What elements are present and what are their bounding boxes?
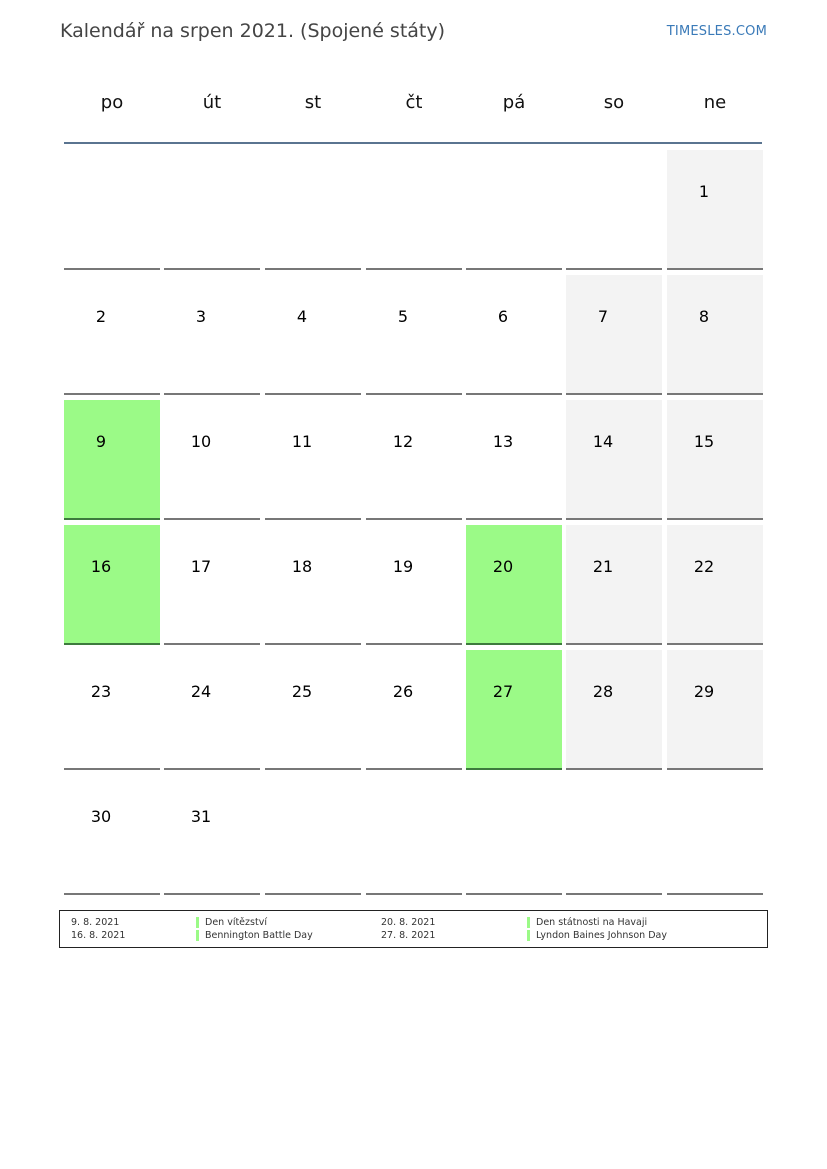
weekday-label: so [603,92,625,113]
day-cell[interactable] [466,400,562,520]
empty-day-cell [366,775,462,895]
day-number: 10 [190,432,212,451]
day-number: 8 [698,307,710,326]
day-number: 22 [693,557,715,576]
weekday-label: po [100,92,124,113]
empty-day-cell [265,150,361,270]
empty-day-cell [366,150,462,270]
legend-date: 27. 8. 2021 [381,930,436,941]
page-title: Kalendář na srpen 2021. (Spojené státy) [60,20,446,42]
empty-day-cell [566,150,662,270]
day-number: 9 [95,432,107,451]
holiday-legend [59,910,768,948]
day-number: 30 [90,807,112,826]
brand-link[interactable]: TIMESLES.COM [666,24,767,39]
day-number: 2 [95,307,107,326]
empty-day-cell [566,775,662,895]
day-number: 21 [592,557,614,576]
day-number: 19 [392,557,414,576]
weekday-label: čt [405,92,423,113]
day-number: 24 [190,682,212,701]
day-cell[interactable] [64,525,160,645]
day-cell[interactable] [466,650,562,770]
day-cell[interactable] [667,525,763,645]
empty-day-cell [64,150,160,270]
day-number: 15 [693,432,715,451]
day-number: 23 [90,682,112,701]
day-cell[interactable] [265,400,361,520]
day-cell[interactable] [64,775,160,895]
day-cell[interactable] [265,525,361,645]
day-number: 14 [592,432,614,451]
weekday-label: pá [502,92,526,113]
day-cell[interactable] [667,150,763,270]
day-number: 26 [392,682,414,701]
header-divider [64,142,762,144]
day-cell[interactable] [566,275,662,395]
day-cell[interactable] [566,650,662,770]
day-number: 4 [296,307,308,326]
day-number: 31 [190,807,212,826]
day-number: 16 [90,557,112,576]
legend-holiday-name: Den vítězství [196,917,267,928]
empty-day-cell [164,150,260,270]
legend-holiday-name: Den státnosti na Havaji [527,917,647,928]
day-number: 17 [190,557,212,576]
day-cell[interactable] [566,400,662,520]
day-number: 25 [291,682,313,701]
empty-day-cell [667,775,763,895]
day-cell[interactable] [164,400,260,520]
day-number: 1 [698,182,710,201]
day-number: 12 [392,432,414,451]
day-number: 27 [492,682,514,701]
day-cell[interactable] [164,775,260,895]
weekday-label: ne [703,92,727,113]
day-number: 18 [291,557,313,576]
day-number: 7 [597,307,609,326]
day-number: 28 [592,682,614,701]
day-cell[interactable] [164,275,260,395]
day-cell[interactable] [366,650,462,770]
weekday-label: st [304,92,322,113]
day-cell[interactable] [366,275,462,395]
day-number: 3 [195,307,207,326]
day-cell[interactable] [667,275,763,395]
day-cell[interactable] [667,650,763,770]
day-number: 5 [397,307,409,326]
legend-holiday-name: Lyndon Baines Johnson Day [527,930,667,941]
day-number: 29 [693,682,715,701]
day-cell[interactable] [64,400,160,520]
day-cell[interactable] [667,400,763,520]
day-cell[interactable] [265,650,361,770]
day-cell[interactable] [466,525,562,645]
day-cell[interactable] [164,525,260,645]
day-number: 11 [291,432,313,451]
day-cell[interactable] [366,525,462,645]
day-cell[interactable] [566,525,662,645]
day-cell[interactable] [64,275,160,395]
legend-holiday-name: Bennington Battle Day [196,930,313,941]
legend-date: 16. 8. 2021 [71,930,126,941]
day-number: 20 [492,557,514,576]
empty-day-cell [265,775,361,895]
legend-date: 20. 8. 2021 [381,917,436,928]
day-cell[interactable] [64,650,160,770]
day-cell[interactable] [164,650,260,770]
day-number: 13 [492,432,514,451]
day-number: 6 [497,307,509,326]
legend-date: 9. 8. 2021 [71,917,120,928]
empty-day-cell [466,150,562,270]
day-cell[interactable] [466,275,562,395]
day-cell[interactable] [366,400,462,520]
day-cell[interactable] [265,275,361,395]
weekday-label: út [202,92,222,113]
empty-day-cell [466,775,562,895]
